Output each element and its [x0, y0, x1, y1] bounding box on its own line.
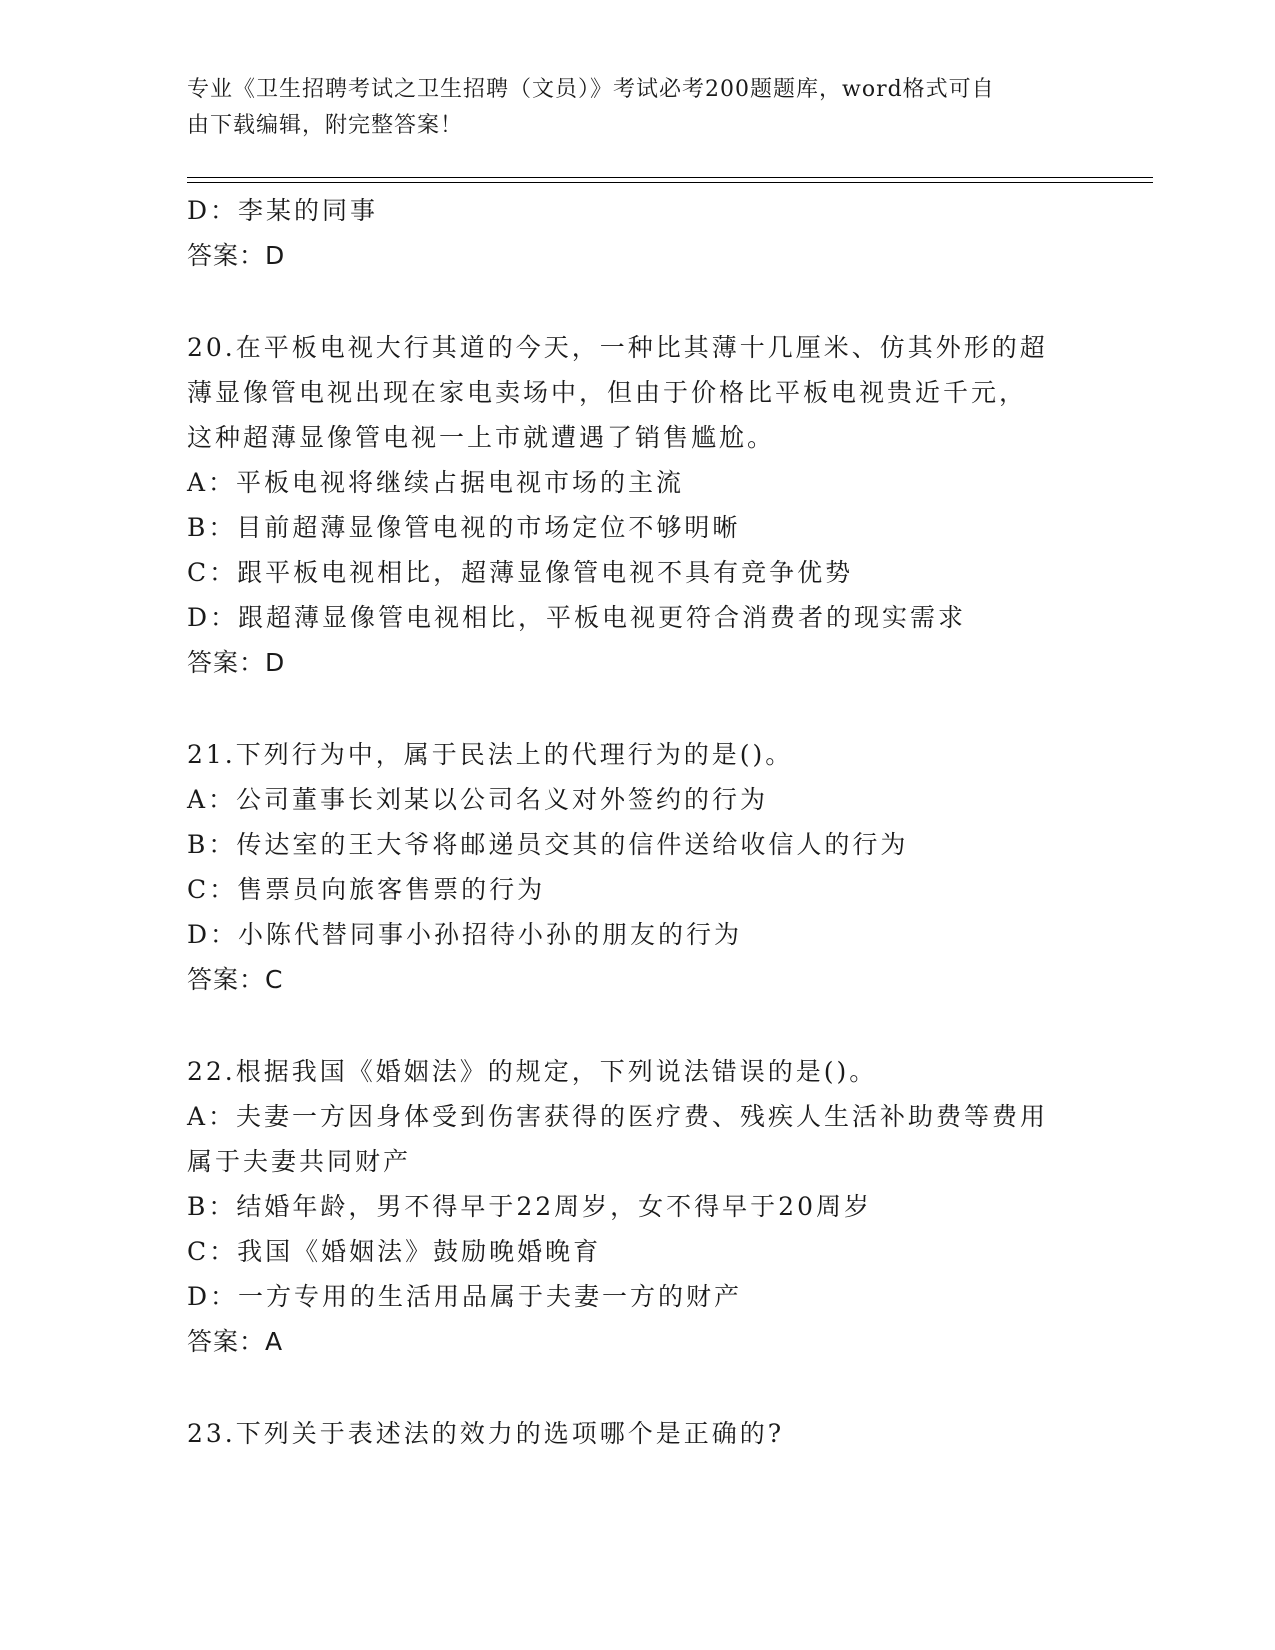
question-19-tail [187, 188, 1087, 278]
question-22 [187, 1049, 1087, 1364]
answer-line: 答案：D [187, 648, 286, 677]
answer-line: 答案：D [187, 241, 286, 270]
header-line-2: 由下载编辑，附完整答案！ [187, 113, 464, 138]
question-20 [187, 325, 1087, 685]
question-list [187, 188, 1087, 1456]
option-d: D：小陈代替同事小孙招待小孙的朋友的行为 [187, 920, 743, 949]
question-stem-cont: 薄显像管电视出现在家电卖场中，但由于价格比平板电视贵近千元， [187, 378, 1028, 407]
question-stem: 23.下列关于表述法的效力的选项哪个是正确的? [187, 1419, 785, 1448]
option-c: C：跟平板电视相比，超薄显像管电视不具有竞争优势 [187, 558, 854, 587]
question-stem: 21.下列行为中，属于民法上的代理行为的是()。 [187, 740, 794, 769]
option-b: B：结婚年龄，男不得早于22周岁，女不得早于20周岁 [187, 1192, 872, 1221]
question-stem: 20.在平板电视大行其道的今天，一种比其薄十几厘米、仿其外形的超 [187, 333, 1048, 362]
option-b: B：传达室的王大爷将邮递员交其的信件送给收信人的行为 [187, 830, 909, 859]
option-c: C：售票员向旅客售票的行为 [187, 875, 546, 904]
option-a: A：夫妻一方因身体受到伤害获得的医疗费、残疾人生活补助费等费用 [187, 1102, 1049, 1131]
question-21 [187, 732, 1087, 1002]
answer-line: 答案：C [187, 965, 284, 994]
option-a: A：公司董事长刘某以公司名义对外签约的行为 [187, 785, 769, 814]
question-23 [187, 1411, 1087, 1456]
option-d: D：李某的同事 [187, 196, 379, 225]
question-stem-cont: 这种超薄显像管电视一上市就遭遇了销售尴尬。 [187, 423, 776, 452]
option-a: A：平板电视将继续占据电视市场的主流 [187, 468, 685, 497]
spacer [187, 1364, 1087, 1411]
spacer [187, 1002, 1087, 1049]
option-d: D：一方专用的生活用品属于夫妻一方的财产 [187, 1282, 743, 1311]
spacer [187, 685, 1087, 732]
header-double-rule [187, 177, 1153, 183]
spacer [187, 278, 1087, 325]
option-b: B：目前超薄显像管电视的市场定位不够明晰 [187, 513, 741, 542]
header-line-1: 专业《卫生招聘考试之卫生招聘（文员）》考试必考200题题库，word格式可自 [187, 77, 995, 102]
option-a-cont: 属于夫妻共同财产 [187, 1147, 412, 1176]
answer-line: 答案：A [187, 1327, 284, 1356]
question-stem: 22.根据我国《婚姻法》的规定，下列说法错误的是()。 [187, 1057, 878, 1086]
option-d: D：跟超薄显像管电视相比，平板电视更符合消费者的现实需求 [187, 603, 967, 632]
option-c: C：我国《婚姻法》鼓励晚婚晚育 [187, 1237, 602, 1266]
document-header [187, 72, 1067, 144]
